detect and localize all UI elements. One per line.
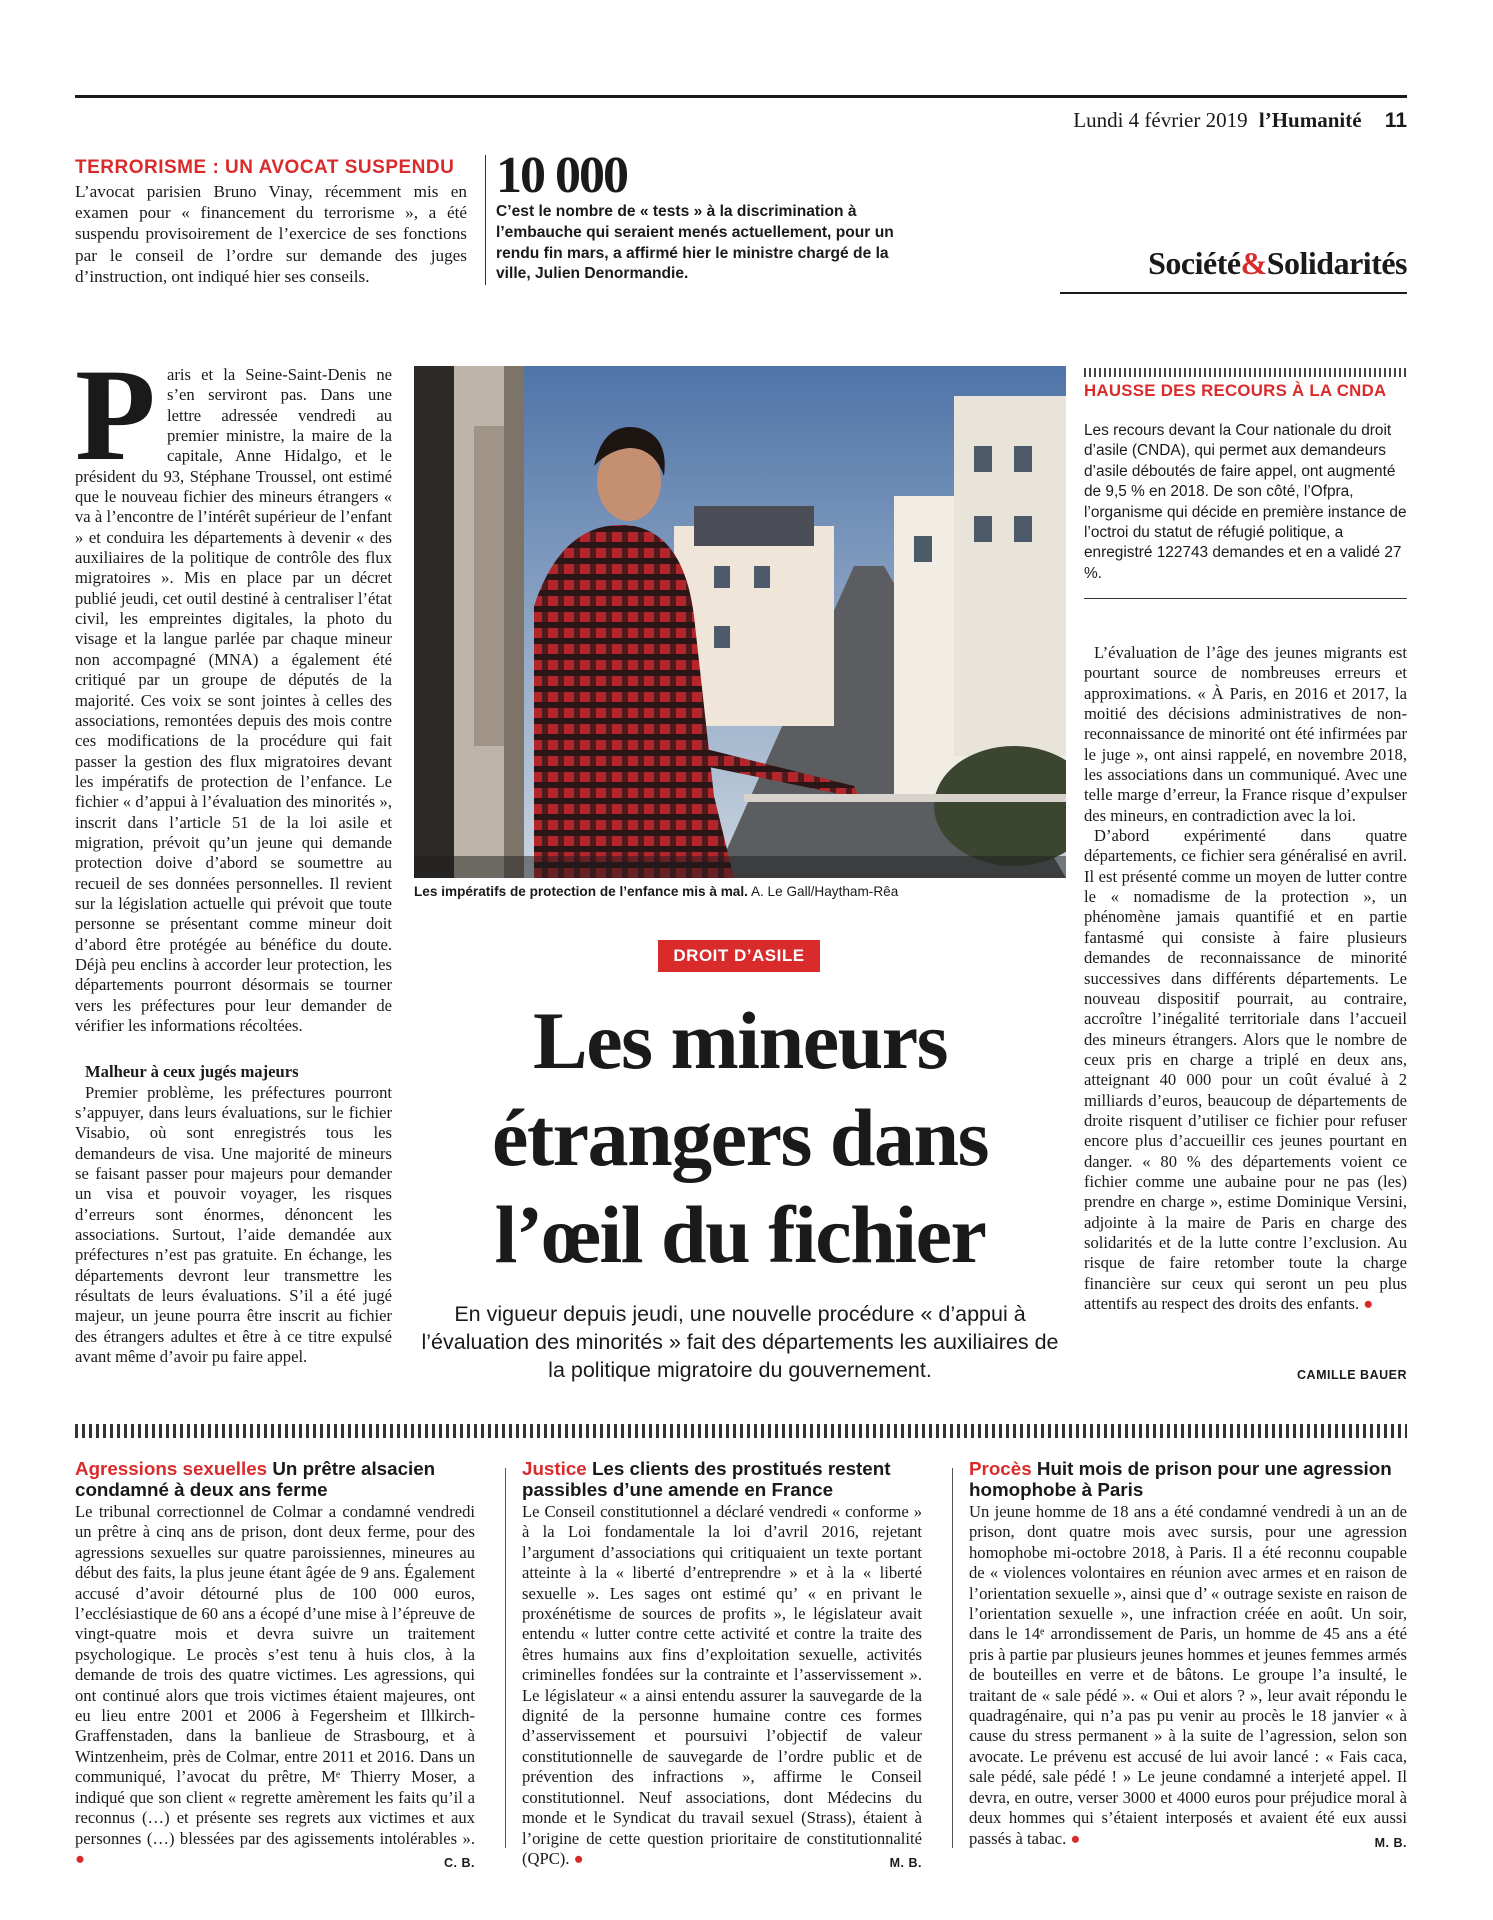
top-rule <box>75 95 1407 98</box>
brief-signature: M. B. <box>889 1855 922 1870</box>
article-signature: CAMILLE BAUER <box>1297 1368 1407 1382</box>
brief-column-1 <box>75 1458 475 1873</box>
section-title-part1: Société <box>1148 245 1241 281</box>
caption-text: Les impératifs de protection de l’enfance mis à mal. <box>414 884 748 899</box>
brief-headline: Huit mois de prison pour une agression homophobe à Paris <box>969 1458 1392 1500</box>
briefs-separator-bar <box>75 1424 1407 1438</box>
article-paragraph <box>75 365 392 1036</box>
brief-heading <box>75 1458 475 1500</box>
brief-heading <box>522 1458 922 1500</box>
brief-column-3 <box>969 1458 1407 1853</box>
photo-caption <box>414 884 898 899</box>
brief-signature: C. B. <box>444 1855 475 1870</box>
article-subhead: Malheur à ceux jugés majeurs <box>85 1062 299 1082</box>
brief-body <box>522 1502 922 1869</box>
brief-signature: M. B. <box>1374 1835 1407 1850</box>
article-kicker: DROIT D’ASILE <box>658 940 820 972</box>
brief-body-text: Le Conseil constitutionnel a déclaré vendredi « conforme » à la Loi fondamentale la loi d’avril 2016, rejetant l’argument d’associations qui critiquaient un texte portant atteinte à la « liberté d’entreprendre » et à la « liberté sexuelle ». Les sages ont estimé qu’ « en privant le proxénétisme de sources de profits », le législateur avait entendu « lutter contre cette activité et contre la traite des êtres humains aux fins d’exploitation sexuelle, activités criminelles fondées sur la contrainte et l’asservissement ». Le législateur « a ainsi entendu assurer la sauvegarde de la dignité de la personne humaine contre ces formes d’asservissement et poursuivi l’objectif de valeur constitutionnelle de sauvegarde de l’ordre public et de prévention des infractions », affirme le Conseil constitutionnel. Neuf associations, dont Médecins du monde et le Syndicat du travail sexuel (Strass), étaient à l’origine de cette question prioritaire de constitutionnalité (QPC). <box>522 1502 922 1868</box>
photo-credit: A. Le Gall/Haytham-Rêa <box>750 884 899 899</box>
issue-date: Lundi 4 février 2019 <box>1073 108 1248 132</box>
article-standfirst: En vigueur depuis jeudi, une nouvelle procédure « d’appui à l’évaluation des minorités » fait des départements les auxiliaires de la politique migratoire du gouvernement. <box>421 1302 1059 1382</box>
end-mark: ● <box>1070 1828 1081 1848</box>
column-divider <box>952 1468 953 1848</box>
newspaper-name: l’Humanité <box>1258 108 1362 132</box>
sidebar-dotted-rule <box>1084 368 1407 377</box>
brief-column-2 <box>522 1458 922 1873</box>
headline-line: Les mineurs <box>533 995 947 1086</box>
brief-rubric: Agressions sexuelles <box>75 1458 268 1479</box>
stat-number: 10 000 <box>496 147 627 204</box>
brief-rubric: Justice <box>522 1458 587 1479</box>
section-ampersand: & <box>1240 245 1267 281</box>
page-number: 11 <box>1384 109 1407 132</box>
article-headline <box>414 992 1066 1283</box>
sidebar-text: Les recours devant la Cour nationale du droit d’asile (CNDA), qui permet aux demandeurs d’asile déboutés de faire appel, ont augmenté de 9,5 % en 2018. De son côté, l’Ofpra, l’organisme qui décide en première instance de l’octroi du statut de réfugié politique, a enregistré 122743 demandes et en a validé 27 %. <box>1084 422 1407 582</box>
section-title <box>1060 245 1407 282</box>
brief-heading <box>969 1458 1407 1500</box>
article-paragraph-text: aris et la Seine-Saint-Denis ne s’en serviront pas. Dans une lettre adressée vendredi au premier ministre, la maire de la capitale, Anne Hidalgo, et le président du 93, Stéphane Troussel, ont estimé que le nouveau fichier des mineurs étrangers « va à l’encontre de l’intérêt supérieur de l’enfant » et conduira les départements à devenir « des auxiliaires de la politique de contrôle des flux migratoires ». Mis en place par un décret publié jeudi, cet outil destiné à centraliser l’état civil, les empreintes digitales, la photo du visage et la langue parlée par chaque mineur non accompagné (MNA) a également été critiqué par un groupe de députés de la majorité. Ces voix se sont jointes à celles des associations, remontées depuis des mois contre ces modifications de la procédure qui fait passer la gestion des flux migratoires devant les impératifs de protection de l’enfance. Le fichier « d’appui à l’évaluation des minorités », inscrit dans l’article 51 de la loi asile et migration, prévoit qu’un jeune qui demande protection doive d’abord se soumettre au recueil de ses données personnelles. Il revient sur la législation actuelle qui prévoit que toute personne se présentant comme mineur doit d’abord être protégée au bénéfice du doute. Déjà peu enclins à accorder leur protection, les départements pourront désormais se tourner vers les préfectures pour leur demander de vérifier les informations récoltées. <box>75 365 392 1035</box>
article-photo <box>414 366 1066 878</box>
dropcap-spacer <box>75 365 167 465</box>
sidebar-title: HAUSSE DES RECOURS À LA CNDA <box>1084 381 1387 400</box>
brief-title: TERRORISME : UN AVOCAT SUSPENDU <box>75 157 455 178</box>
sidebar-rule <box>1084 598 1407 599</box>
column-divider <box>505 1468 506 1848</box>
stat-text: C’est le nombre de « tests » à la discrimination à l’embauche qui seraient menés actuellement, pour un rendu fin mars, a affirmé hier le ministre chargé de la ville, Julien Denormandie. <box>496 203 894 283</box>
photo-illustration <box>414 366 1066 878</box>
end-mark: ● <box>1363 1294 1374 1313</box>
article-paragraph: Premier problème, les préfectures pourront s’appuyer, dans leurs évaluations, sur le fichier Visabio, où sont enregistrés tous les demandeurs de visa. Une majorité de mineurs se faisant passer pour majeurs pour demander un visa et pouvoir voyager, les risques d’erreurs sont énormes, dénoncent les associations. Surtout, l’aide demandée aux préfectures n’est pas gratuite. En échange, les départements devront leur transmettre les résultats de leurs évaluations. S’il a été jugé majeur, un jeune pourra être inscrit au fichier des étrangers adultes et être à ce titre expulsé avant même d’avoir pu faire appel. <box>75 1082 392 1367</box>
drop-cap: P <box>75 341 156 488</box>
article-paragraph <box>1084 826 1407 1314</box>
brief-headline: Les clients des prostitués restent passibles d’une amende en France <box>522 1458 891 1500</box>
brief-body-text: Un jeune homme de 18 ans a été condamné vendredi à un an de prison, dont quatre mois avec sursis, pour une agression homophobe mi-octobre 2018, à Paris. Il a été reconnu coupable de « violences volontaires en réunion avec armes et en raison de l’orientation sexuelle », ainsi que d’ « outrage sexiste en raison de l’orientation sexuelle », une infraction créée en août. Un soir, dans le 14ᵉ arrondissement de Paris, un homme de 45 ans a été pris à partie par plusieurs jeunes hommes et jeunes femmes armés de bouteilles en verre et de bâtons. Le groupe l’a insulté, le traitant de « sale pédé ». « Oui et alors ? », leur avait répondu le quadragénaire, qui n’a pas pu venir au procès le 18 janvier « à cause du stress permanent » à la suite de l’agression, selon son avocate. Le prévenu est accusé de lui avoir lancé : « Fais caca, sale pédé, sale pédé ! » Le jeune condamné a interjeté appel. Il devra, en outre, verser 3000 et 4000 euros pour préjudice moral à deux hommes qui s’étaient interposés et avaient été eux aussi passés à tabac. <box>969 1502 1407 1848</box>
headline-line: l’œil du fichier <box>494 1189 986 1280</box>
section-title-part2: Solidarités <box>1266 245 1407 281</box>
article-paragraph: L’évaluation de l’âge des jeunes migrants est pourtant source de nombreuses erreurs et approximations. « À Paris, en 2016 et 2017, la moitié des décisions administratives de non-reconnaissance de minorité ont été infirmées par le juge », ont ainsi rappelé, en novembre 2018, les associations dans un communiqué. Avec une telle marge d’erreur, la France risque d’expulser des mineurs, en contradiction avec la loi. <box>1084 643 1407 825</box>
article-paragraph-text: D’abord expérimenté dans quatre départements, ce fichier sera généralisé en avril. Il est présenté comme un moyen de lutter contre le « nomadisme de la protection », un phénomène jamais quantifié et en partie fantasmé qui consiste à faire plusieurs demandes de reconnaissance de minorité successives dans différents départements. Le nouveau dispositif pourrait, au contraire, accroître l’inégalité territoriale dans l’accueil des mineurs étrangers. Alors que le nombre de ceux pris en charge a triplé en deux ans, atteignant 40 000 pour un coût évalué à 2 milliards d’euros, beaucoup de départements de droite risquent d’utiliser ce fichier pour refuser encore plus d’accueillir ces jeunes pourtant en danger. « 80 % des départements voient ce fichier comme une aubaine pour ne pas (les) prendre en charge », estime Dominique Versini, adjointe à la maire de Paris en charge des solidarités et de la lutte contre l’exclusion. Au risque de faire retomber toute la charge financière sur ceux qui seront un peu plus attentifs au respect des droits des enfants. <box>1084 826 1407 1313</box>
end-mark: ● <box>75 1848 86 1868</box>
brief-headline: Un prêtre alsacien condamné à deux ans ferme <box>75 1458 436 1500</box>
headline-line: étrangers dans <box>491 1092 989 1183</box>
section-rule <box>1060 292 1407 294</box>
brief-text: L’avocat parisien Bruno Vinay, récemment mis en examen pour « financement du terrorisme », a été suspendu provisoirement de l’exercice de ses fonctions par le conseil de l’ordre sur demande des juges d’instruction, ont indiqué hier ses conseils. <box>75 182 467 286</box>
brief-rubric: Procès <box>969 1458 1032 1479</box>
article-column-3 <box>1084 643 1407 1314</box>
page-header <box>75 108 1407 133</box>
end-mark: ● <box>573 1848 584 1868</box>
brief-body <box>75 1502 475 1869</box>
brief-body-text: Le tribunal correctionnel de Colmar a condamné vendredi un prêtre à cinq ans de prison, dont deux ferme, pour des agressions sexuelles sur quatre paroissiennes, mineures au début des faits, la plus jeune étant âgée de 9 ans. Également accusé d’avoir détourné plus de 100 000 euros, l’ecclésiastique de 60 ans a écopé d’une mise à l’épreuve de vingt-quatre mois et devra suivre un traitement psychologique. Le procès s’est tenu à huis clos, à la demande de trois des quatre victimes. Les agressions, qui ont continué alors que trois victimes étaient majeures, ont eu lieu entre 2001 et 2006 à Fegersheim et Illkirch-Graffenstaden, dans la banlieue de Strasbourg, et à Wintzenheim, près de Colmar, entre 2011 et 2016. Dans un communiqué, l’avocat du prêtre, Mᵉ Thierry Moser, a indiqué que son client « regrette amèrement les faits qu’il a reconnus (…) et présente ses regrets aux victimes et aux personnes (…) blessées par des agissements intolérables ». <box>75 1502 475 1848</box>
article-column-1 <box>75 365 392 1368</box>
brief-body <box>969 1502 1407 1849</box>
column-divider <box>485 155 486 285</box>
